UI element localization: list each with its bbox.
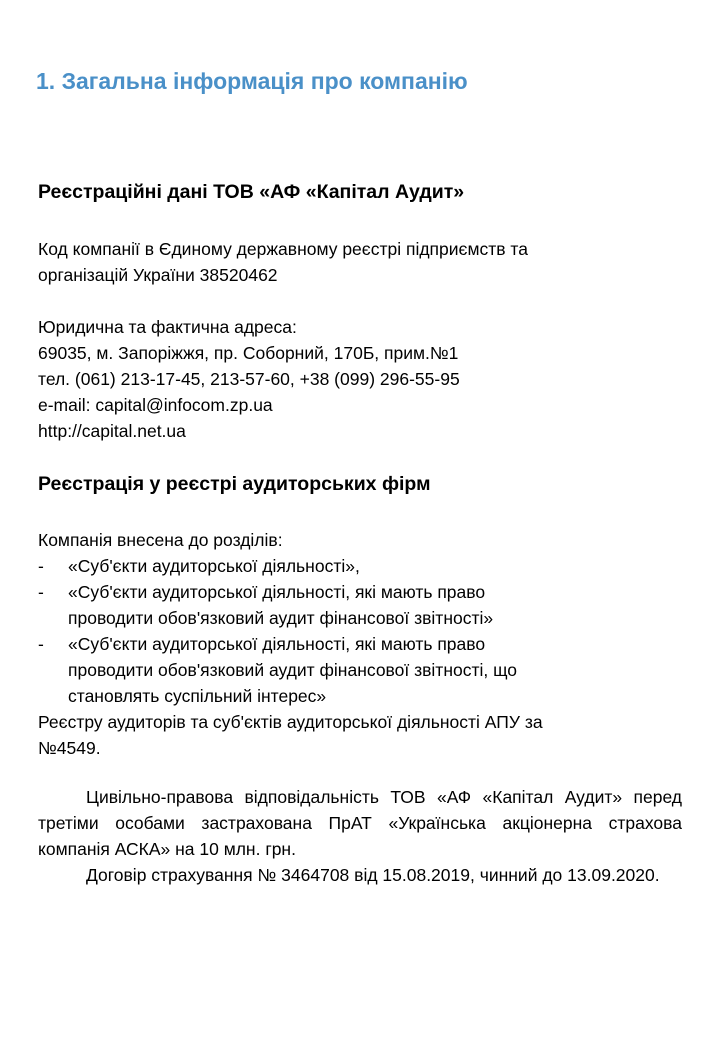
bullet-text: проводити обов'язковий аудит фінансової звітності» — [68, 608, 494, 628]
bullet-text: «Суб'єкти аудиторської діяльності», — [68, 556, 360, 576]
address-label: Юридична та фактична адреса: — [38, 317, 297, 337]
list-item — [38, 553, 683, 579]
address-value: 69035, м. Запоріжжя, пр. Соборний, 170Б, прим.№1 — [38, 343, 459, 363]
insurance-details — [38, 784, 682, 888]
audit-registry-heading: Реєстрація у реєстрі аудиторських фірм — [38, 473, 431, 495]
bullet-dash: - — [38, 556, 44, 576]
insurance-contract-paragraph: Договір страхування № 3464708 від 15.08.2019, чинний до 13.09.2020. — [86, 865, 660, 885]
spacer-line — [38, 288, 683, 314]
company-code-line-2: організацій України 38520462 — [38, 265, 278, 285]
list-item — [38, 579, 683, 631]
bullet-dash: - — [38, 582, 44, 602]
list-item — [38, 631, 683, 709]
registry-line-1: Реєстру аудиторів та суб'єктів аудиторської діяльності АПУ за — [38, 712, 543, 732]
company-code-line-1: Код компанії в Єдиному державному реєстрі підприємств та — [38, 239, 528, 259]
bullet-text: становлять суспільний інтерес» — [68, 686, 327, 706]
bullet-text: «Суб'єкти аудиторської діяльності, які мають право — [68, 582, 486, 602]
audit-registry-details — [38, 527, 683, 761]
bullet-text: проводити обов'язковий аудит фінансової звітності, що — [68, 660, 518, 680]
registry-line-2: №4549. — [38, 738, 101, 758]
email-line: e-mail: capital@infocom.zp.ua — [38, 395, 273, 415]
phone-line: тел. (061) 213-17-45, 213-57-60, +38 (099) 296-55-95 — [38, 369, 460, 389]
sections-intro: Компанія внесена до розділів: — [38, 530, 283, 550]
bullet-text: «Суб'єкти аудиторської діяльності, які мають право — [68, 634, 486, 654]
liability-paragraph: Цивільно-правова відповідальність ТОВ «АФ «Капітал Аудит» перед третіми особами застрахована ПрАТ «Українська акціонерна страхова компанія АСКА» на 10 млн. грн. — [38, 787, 682, 859]
page-title: 1. Загальна інформація про компанію — [36, 68, 468, 94]
registration-details — [38, 236, 683, 444]
bullet-dash: - — [38, 634, 44, 654]
website-line: http://capital.net.ua — [38, 421, 186, 441]
registration-heading: Реєстраційні дані ТОВ «АФ «Капітал Аудит» — [38, 181, 465, 203]
